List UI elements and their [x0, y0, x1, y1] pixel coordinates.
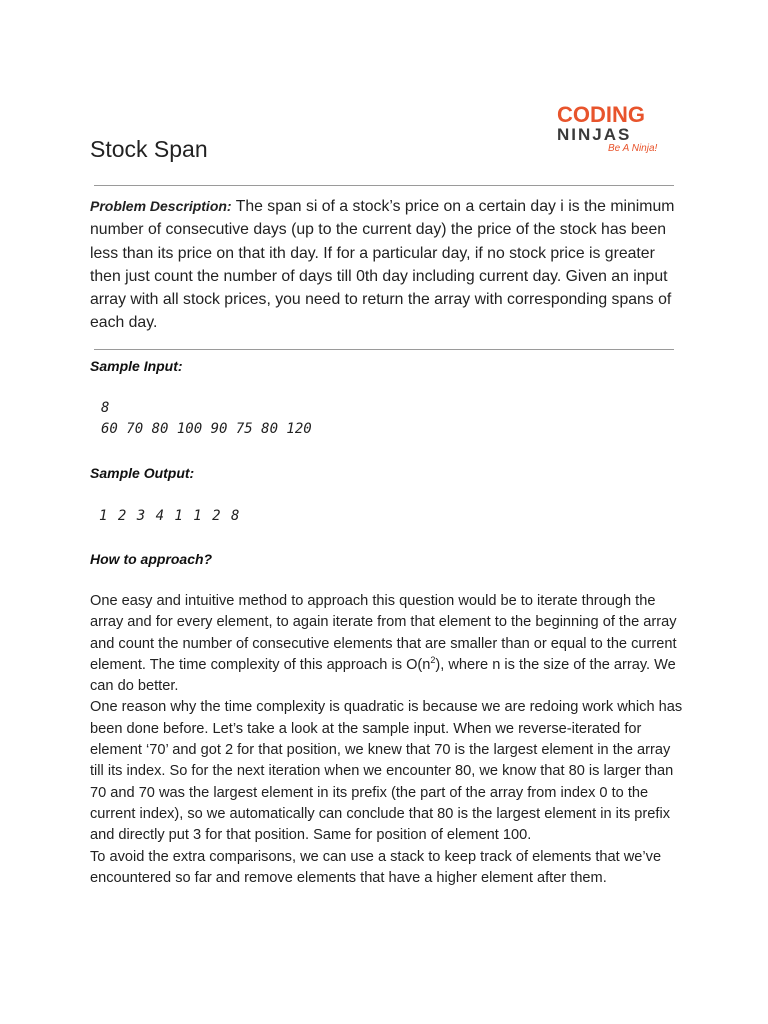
page-title: Stock Span — [90, 136, 208, 162]
approach-paragraph-2: One reason why the time complexity is quadratic is because we are redoing work which has been done before. Let’s take a look at the sample input. When we reverse-iterated for element ‘70’ and got 2 for that position, we knew that 70 is the largest element in the array till its index. So for the next iteration when we encounter 80, we know that 80 is larger than 70 and 70 was the largest element in its prefix (the part of the array from index 0 to the current index), so we automatically can conclude that 80 is the largest element in its prefix and directly put 3 for that position. Same for position of element 100. — [90, 699, 683, 844]
logo-graphic — [556, 100, 674, 155]
divider-middle — [94, 349, 674, 350]
sample-input-heading: Sample Input: — [90, 358, 183, 374]
problem-description — [90, 195, 680, 335]
logo-tagline: Be A Ninja! — [608, 143, 658, 154]
sample-input-line-1: 8 — [101, 400, 110, 416]
approach-paragraph-1 — [90, 591, 685, 697]
approach-body — [90, 591, 685, 889]
sample-input-code — [101, 398, 312, 440]
problem-description-label: Problem Description: — [90, 198, 232, 214]
approach-p1-text: One easy and intuitive method to approach this question would be to iterate through the array and for every element, to again iterate from that element to the beginning of the array and count the number of consecutive elements that are smaller than or equal to the current element. The time complexity of this approach is O(n — [90, 593, 677, 673]
sample-output-heading: Sample Output: — [90, 465, 195, 481]
divider-top — [94, 185, 674, 186]
approach-p1-text-end: ), where n is the size of the array. We can do better. — [90, 656, 676, 695]
approach-p1-superscript: 2 — [430, 655, 436, 666]
sample-output-line-1: 1 2 3 4 1 1 2 8 — [99, 508, 241, 524]
logo-text-line1: CODING — [557, 102, 645, 127]
logo-text-line2: NINJAS — [557, 125, 632, 144]
coding-ninjas-logo — [556, 100, 674, 155]
approach-heading: How to approach? — [90, 551, 213, 567]
approach-paragraph-3: To avoid the extra comparisons, we can use a stack to keep track of elements that we’ve encountered so far and remove elements that have a higher element after them. — [90, 848, 662, 886]
sample-output-code — [99, 506, 240, 527]
problem-description-text: The span si of a stock’s price on a certain day i is the minimum number of consecutive days (up to the current day) the price of the stock has been less than its price on that ith day. If for a particular day, if no stock price is greater then just count the number of days till 0th day including current day. Given an input array with all stock prices, you need to return the array with corresponding spans of each day. — [90, 198, 675, 332]
sample-input-line-2: 60 70 80 100 90 75 80 120 — [101, 421, 312, 437]
